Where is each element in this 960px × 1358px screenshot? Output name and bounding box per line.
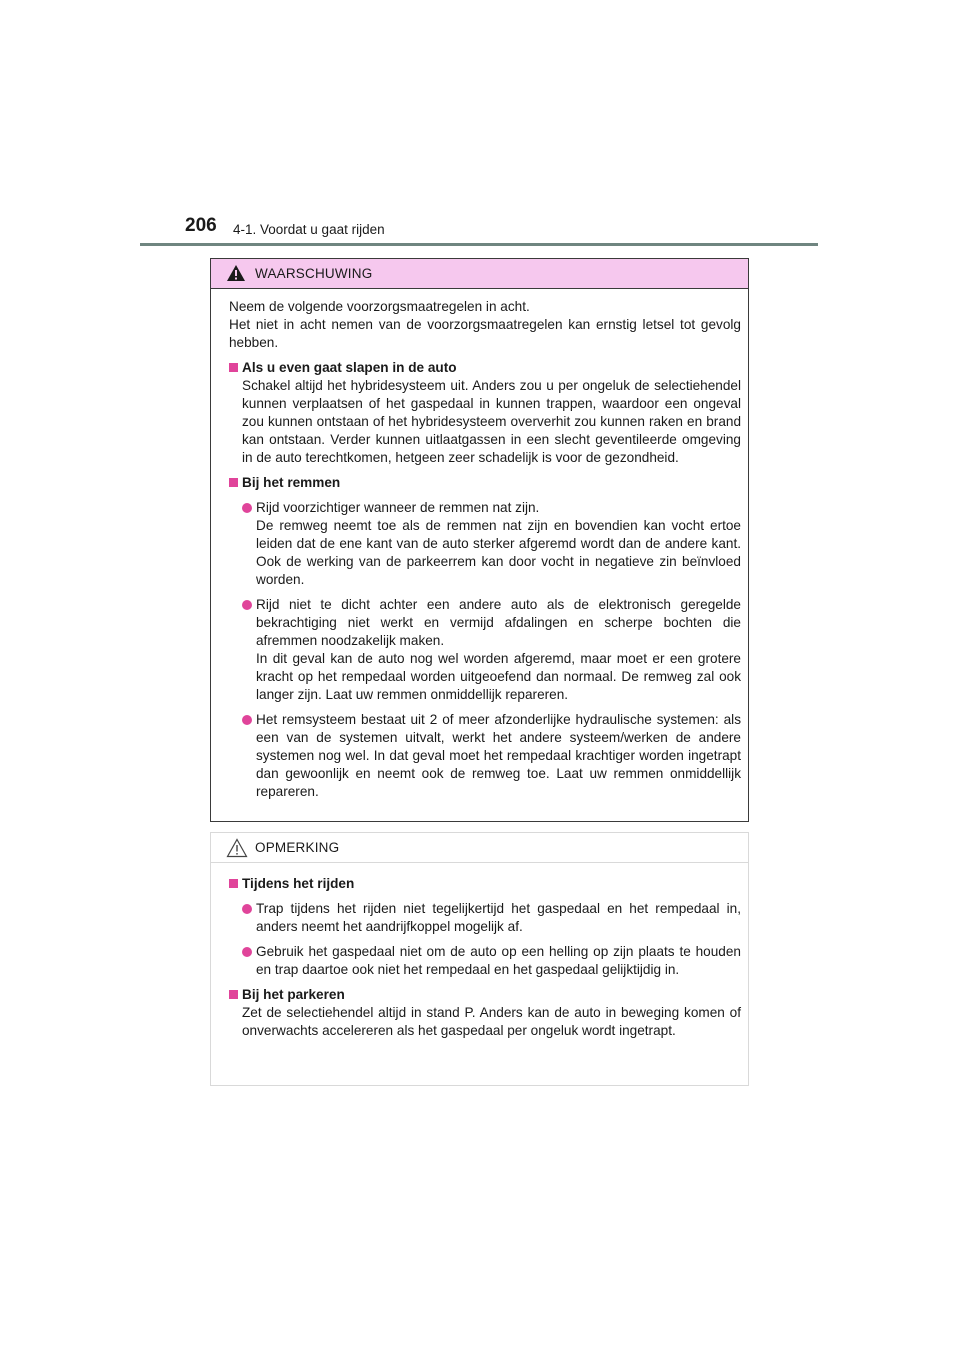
bullet-icon <box>242 715 252 725</box>
bullet-icon <box>242 947 252 957</box>
section-text: Schakel altijd het hybridesysteem uit. Anders zou u per ongeluk de selectiehendel kunnen verplaatsen of het gaspedaal in kunnen trappen, waardoor een ongeval zou kunnen ontstaan of het hybridesysteem oververhit zou kunnen raken en brand kan ontstaan. Verder kunnen uitlaatgassen in een slecht geventileerde omgeving in de auto terechtkomen, hetgeen zeer schadelijk is voor de gezondheid. <box>242 378 741 465</box>
list-item: Het remsysteem bestaat uit 2 of meer afzonderlijke hydraulische systemen: als een van de systemen uitvalt, werkt het andere systeem/werken de andere systemen nog wel. In dat geval moet het rempedaal krachtiger worden ingetrapt dan gewoonlijk en neemt ook de remweg toe. Laat uw remmen onmiddellijk repareren. <box>242 711 741 801</box>
list-item: Gebruik het gaspedaal niet om de auto op een helling op zijn plaats te houden en trap daartoe ook niet het rempedaal en het gaspedaal gelijktijdig in. <box>242 943 741 979</box>
warning-body <box>211 289 748 801</box>
warning-title: WAARSCHUWING <box>255 266 373 281</box>
warning-section-braking <box>229 474 741 801</box>
note-box <box>210 832 749 1086</box>
caution-triangle-icon <box>226 838 248 858</box>
list-item: Rijd niet te dicht achter een andere auto als de elektronisch geregelde bekrachtiging niet werkt en vermijd afdalingen en scherpe bochten die afremmen noodzakelijk maken. In dit geval kan de auto nog wel worden afgeremd, maar moet er een grotere kracht op het rempedaal worden uitgeoefend dan normaal. De remweg zal ook langer zijn. Laat uw remmen onmiddellijk repareren. <box>242 596 741 704</box>
section-marker-icon <box>229 363 238 372</box>
section-title: Bij het parkeren <box>242 987 345 1002</box>
warning-intro-2: Het niet in acht nemen van de voorzorgsmaatregelen kan ernstig letsel tot gevolg hebben. <box>229 317 741 350</box>
note-section-driving <box>229 875 741 979</box>
bullet-icon <box>242 503 252 513</box>
section-title: Tijdens het rijden <box>242 876 355 891</box>
note-header <box>211 833 748 863</box>
bullet-icon <box>242 600 252 610</box>
warning-header <box>211 259 748 289</box>
warning-box <box>210 258 749 822</box>
note-body <box>211 863 748 1040</box>
note-section-parking <box>229 986 741 1040</box>
list-item: Rijd voorzichtiger wanneer de remmen nat zijn. De remweg neemt toe als de remmen nat zijn en bovendien kan vocht ertoe leiden dat de ene kant van de auto sterker afgeremd wordt dan de andere kant. Ook de werking van de parkeerrem kan door vocht in negatieve zin beïnvloed worden. <box>242 499 741 589</box>
bullet-icon <box>242 904 252 914</box>
section-title: Bij het remmen <box>242 475 341 490</box>
warning-intro-1: Neem de volgende voorzorgsmaatregelen in acht. <box>229 299 530 314</box>
section-title: Als u even gaat slapen in de auto <box>242 360 457 375</box>
list-item: Trap tijdens het rijden niet tegelijkertijd het gaspedaal en het rempedaal in, anders neemt het aandrijfkoppel mogelijk af. <box>242 900 741 936</box>
page-header <box>185 215 825 245</box>
warning-triangle-icon <box>226 264 246 282</box>
section-marker-icon <box>229 990 238 999</box>
section-marker-icon <box>229 879 238 888</box>
note-title: OPMERKING <box>255 840 340 855</box>
section-text: Zet de selectiehendel altijd in stand P. Anders kan de auto in beweging komen of onverwachts accelereren als het gaspedaal per ongeluk wordt ingetrapt. <box>242 1005 741 1038</box>
warning-section-sleep <box>229 359 741 467</box>
section-marker-icon <box>229 478 238 487</box>
section-title: 4-1. Voordat u gaat rijden <box>233 222 385 237</box>
header-rule <box>140 243 818 246</box>
page-number: 206 <box>185 215 217 236</box>
